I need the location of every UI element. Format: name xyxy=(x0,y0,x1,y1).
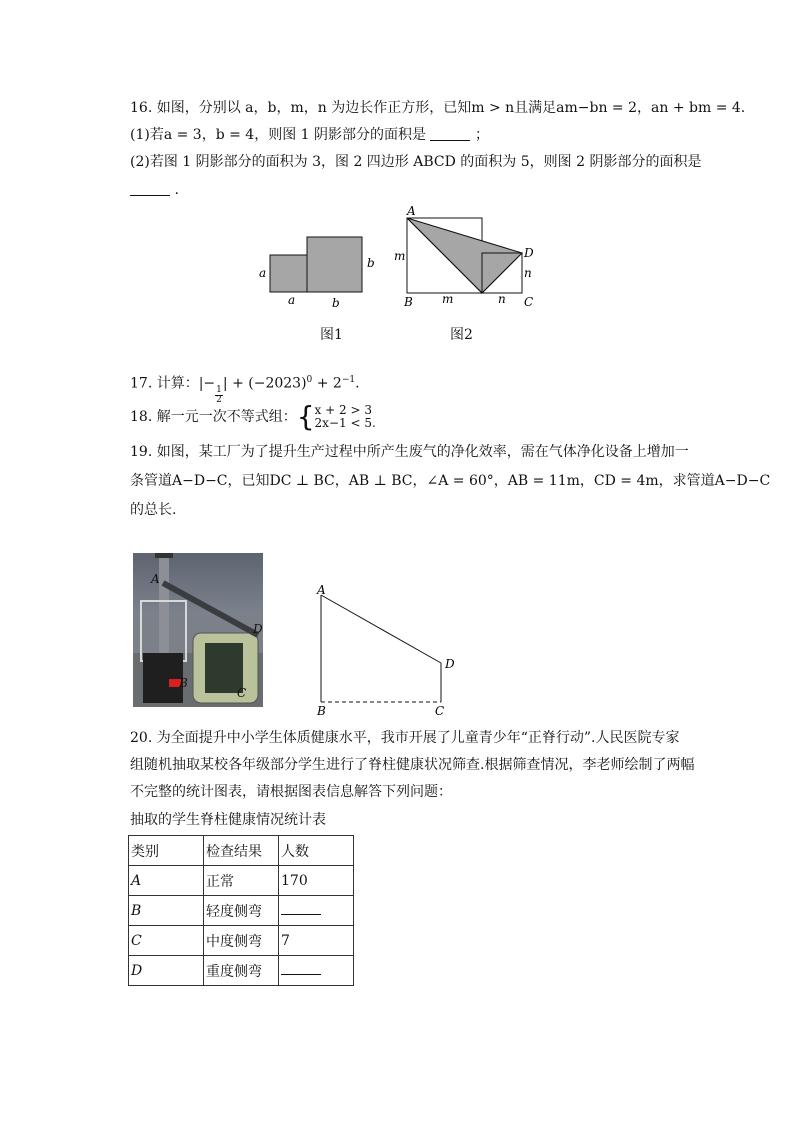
square-a xyxy=(270,255,307,292)
photo-label-B: B xyxy=(179,676,188,690)
answer-blank[interactable] xyxy=(430,126,470,141)
figure-1 xyxy=(255,230,380,315)
table-row xyxy=(129,926,354,956)
label-n-right: n xyxy=(524,266,532,280)
label-C: C xyxy=(524,295,534,309)
factory-photo-drawing xyxy=(133,553,263,707)
q16-line4 xyxy=(130,180,179,200)
frac-num: 1 xyxy=(216,384,222,395)
table-row xyxy=(129,866,354,896)
answer-blank[interactable] xyxy=(281,962,321,975)
diagram-label-B: B xyxy=(317,704,326,718)
q20-line3: 不完整的统计图表，请根据图表信息解答下列问题： xyxy=(130,784,452,800)
row-result: 正常 xyxy=(204,866,279,896)
q17-plus: + 2 xyxy=(312,375,342,392)
brace-icon: { xyxy=(296,400,315,433)
q16-line2-suffix: ； xyxy=(474,127,489,143)
diagram-label-C: C xyxy=(435,704,445,718)
label-n-bottom: n xyxy=(498,292,506,306)
table-title: 抽取的学生脊柱健康情况统计表 xyxy=(130,812,326,828)
q19-line3: 的总长. xyxy=(130,502,177,518)
label-a-left: a xyxy=(259,266,267,280)
q18-prefix: 18. 解一元一次不等式组： xyxy=(130,409,297,425)
spine-health-table xyxy=(128,835,354,986)
frac-den: 2 xyxy=(216,394,222,405)
row-result: 轻度侧弯 xyxy=(204,896,279,926)
q17-prefix: 17. 计算：|− xyxy=(130,375,216,392)
row-result: 中度侧弯 xyxy=(204,926,279,956)
row-result: 重度侧弯 xyxy=(204,956,279,986)
photo-label-C: C xyxy=(237,686,247,700)
q16-line2-prefix: (1)若a = 3，b = 4，则图 1 阴影部分的面积是 xyxy=(130,127,427,143)
q19-diagram xyxy=(305,580,475,720)
table-row xyxy=(129,896,354,926)
segment-ad xyxy=(321,595,441,663)
exp-zero: 0 xyxy=(306,375,313,385)
fraction-half xyxy=(215,386,223,405)
label-b-bottom: b xyxy=(332,296,340,310)
row-category: D xyxy=(129,956,204,986)
q20-line2: 组随机抽取某校各年级部分学生进行了脊柱健康状况筛查.根据筛查情况，李老师绘制了两幅 xyxy=(130,757,695,773)
photo-label-D: D xyxy=(253,622,263,636)
row-category: A xyxy=(129,866,204,896)
label-a-bottom: a xyxy=(288,293,296,307)
header-count: 人数 xyxy=(279,836,354,866)
shaded-corner xyxy=(482,253,522,293)
q17-middle: | + (−2023) xyxy=(222,375,307,392)
q20-line1: 20. 为全面提升中小学生体质健康水平，我市开展了儿童青少年“正脊行动”.人民医院专家 xyxy=(130,730,680,746)
label-m-left: m xyxy=(394,249,406,263)
inequality-1: x + 2 > 3 xyxy=(314,403,372,417)
figure-1-caption: 图1 xyxy=(320,327,343,343)
label-D: D xyxy=(524,246,534,260)
table-row xyxy=(129,956,354,986)
header-result: 检查结果 xyxy=(204,836,279,866)
diagram-label-A: A xyxy=(317,583,326,597)
row-count[interactable] xyxy=(279,896,354,926)
q17-suffix: . xyxy=(355,375,360,392)
q19-line2: 条管道A−D−C，已知DC ⊥ BC，AB ⊥ BC，∠A = 60°，AB = 11m，CD = 4m，求管道A−D−C xyxy=(130,473,771,489)
label-A: A xyxy=(407,204,416,218)
photo-label-A: A xyxy=(151,572,160,586)
row-count[interactable] xyxy=(279,956,354,986)
row-category: B xyxy=(129,896,204,926)
label-B: B xyxy=(404,295,413,309)
q16-line3: (2)若图 1 阴影部分的面积为 3，图 2 四边形 ABCD 的面积为 5，则图 2 阴影部分的面积是 xyxy=(130,154,702,170)
q16-line2 xyxy=(130,125,489,145)
figure-2-caption: 图2 xyxy=(450,327,473,343)
label-b-right: b xyxy=(367,256,375,270)
q17 xyxy=(130,370,360,405)
row-category: C xyxy=(129,926,204,956)
inequality-system xyxy=(296,400,376,433)
row-count: 7 xyxy=(279,926,354,956)
factory-photo xyxy=(133,553,263,707)
answer-blank[interactable] xyxy=(130,181,170,196)
q16-line1: 16. 如图，分别以 a，b，m，n 为边长作正方形，已知m > n且满足am−bn = 2，an + bm = 4. xyxy=(130,100,746,116)
q19-line1: 19. 如图，某工厂为了提升生产过程中所产生废气的净化效率，需在气体净化设备上增加一 xyxy=(130,444,689,460)
table-header-row xyxy=(129,836,354,866)
figure-2 xyxy=(390,202,540,312)
row-count: 170 xyxy=(279,866,354,896)
q16-line4-suffix: . xyxy=(174,182,179,198)
exp-minus-one: −1 xyxy=(341,375,356,385)
header-category: 类别 xyxy=(129,836,204,866)
label-m-bottom: m xyxy=(442,292,454,306)
answer-blank[interactable] xyxy=(281,902,321,915)
square-b xyxy=(307,237,362,292)
inequality-2: 2x−1 < 5. xyxy=(314,416,376,430)
diagram-label-D: D xyxy=(445,657,455,671)
q18 xyxy=(130,400,376,433)
